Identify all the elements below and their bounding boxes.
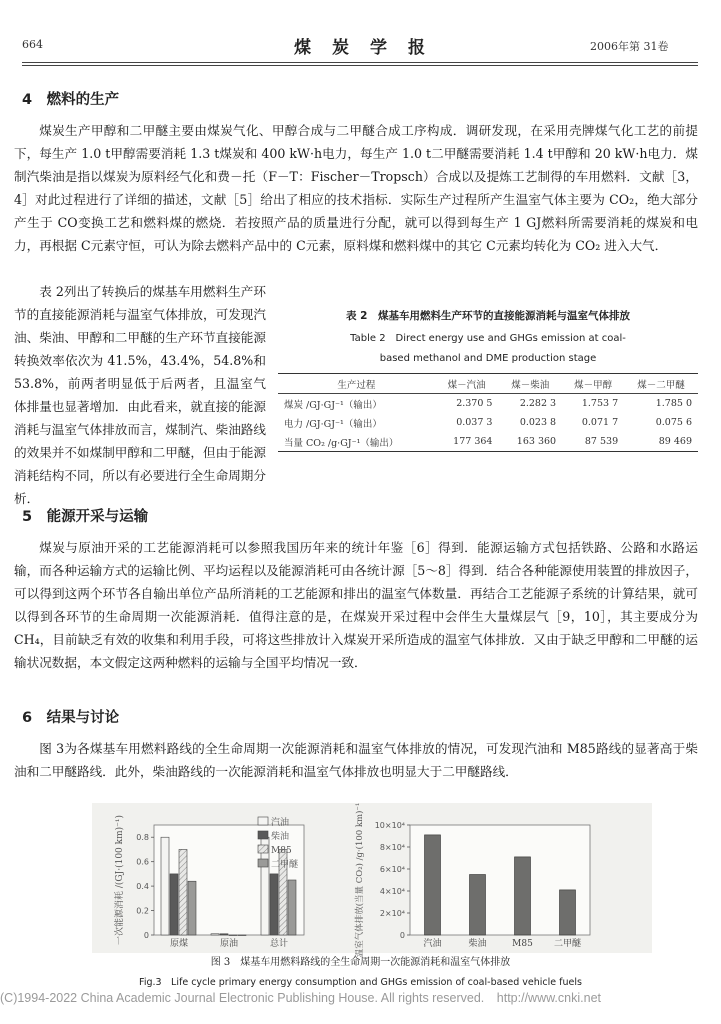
y-tick-label: 0 — [399, 931, 405, 940]
table-title-en-1: Table 2 Direct energy use and GHGs emission at coal- — [350, 333, 626, 344]
y-axis-label: 一次能源消耗 /(GJ·(100 km)⁻¹) — [115, 815, 125, 945]
legend-swatch — [258, 817, 268, 825]
x-tick-label: 原煤 — [169, 939, 189, 949]
x-tick-label: 二甲醚 — [553, 939, 582, 949]
col-header: 煤－甲醇 — [574, 379, 613, 391]
section-5-heading: 5 能源开采与运输 — [22, 509, 149, 525]
cell: 87 539 — [584, 436, 619, 447]
row-label: 当量 CO₂ /g·GJ⁻¹（输出） — [284, 437, 399, 449]
section-6-heading: 6 结果与讨论 — [22, 710, 120, 726]
cell: 0.071 7 — [581, 417, 619, 428]
copyright-watermark: (C)1994-2022 China Academic Journal Electronic Publishing House. All rights reserved. http://www.cnki.net — [0, 991, 601, 1005]
col-header: 煤－汽油 — [447, 379, 486, 391]
col-header: 煤－柴油 — [511, 379, 550, 391]
row-label: 电力 /GJ·GJ⁻¹（输出） — [284, 418, 382, 430]
col-header: 生产过程 — [337, 379, 376, 391]
paragraph-text: 煤炭与原油开采的工艺能源消耗可以参照我国历年来的统计年鉴［6］得到．能源运输方式包括铁路、公路和水路运输，而各种运输方式的运输比例、平均运程以及能源消耗可由各统计源［5～8］得到．结合各种能源使用装置的排放因子，可以得到这两个环节各自输出单位产品所消耗的工艺能源和排出的温室气体数量．再结合工艺能源子系统的计算结果，就可以得到各环节的生命周期一次能源消耗．值得注意的是，在煤炭开采过程中会伴生大量煤层气［9，10］，其主要成分为 CH₄，目前缺乏有效的收集和利用手段，可将这些排放计入煤炭开采所造成的温室气体排放．又由于缺乏甲醇和二甲醚的运输状况数据，本文假定这两种燃料的运输与全国平均情况一致． — [14, 540, 698, 670]
bar — [560, 890, 576, 935]
y-tick-label: 0.4 — [136, 882, 149, 892]
cell: 0.075 6 — [655, 417, 692, 428]
cell: 163 360 — [516, 436, 557, 447]
section-6-para — [14, 737, 698, 783]
x-tick-label: 原油 — [219, 939, 239, 949]
table-header-row — [278, 374, 698, 394]
bar — [188, 881, 196, 935]
bar — [220, 934, 228, 935]
cell: 177 364 — [453, 436, 493, 447]
bar — [270, 874, 278, 935]
paragraph-text: 表 2列出了转换后的煤基车用燃料生产环节的直接能源消耗与温室气体排放，可发现汽油、柴油、甲醇和二甲醚的生产环节直接能源转换效率依次为 41.5%，43.4%，54.8%和 53.8%，前两者明显低于后两者，且温室气体排量也显著增加．由此看来，就直接的能源消耗与温室气体排放而言，煤制汽、柴油路线的效果并不如煤制甲醇和二甲醚，但由于能源消耗结构不同，所以有必要进行全生命周期分析． — [14, 284, 266, 506]
paragraph-text: 煤炭生产甲醇和二甲醚主要由煤炭气化、甲醇合成与二甲醚合成工序构成．调研发现，在采用壳牌煤气化工艺的前提下，每生产 1.0 t甲醇需要消耗 1.3 t煤炭和 400 kW·h电力，每生产 1.0 t二甲醚需要消耗 1.4 t甲醇和 20 kW·h电力．煤制汽柴油是指以煤炭为原料经气化和费－托（F－T：Fischer－Tropsch）合成以及提炼工艺制得的车用燃料．文献［3，4］对此过程进行了详细的描述，文献［5］给出了相应的技术指标．实际生产过程所产生温室气体主要为 CO₂，绝大部分产生于 CO变换工艺和燃料煤的燃烧．若按照产品的质量进行分配，就可以得到每生产 1 GJ燃料所需要消耗的煤炭和电力，再根据 C元素守恒，可认为除去燃料产品中的 C元素，原料煤和燃料煤中的其它 C元素均转化为 CO₂ 进入大气． — [14, 123, 698, 253]
cell: 2.370 5 — [456, 398, 493, 409]
issue-info: 2006年第 31卷 — [590, 40, 669, 53]
bar — [179, 849, 187, 935]
figure-caption-cn: 图 3 煤基车用燃料路线的全生命周期一次能源消耗和温室气体排放 — [210, 957, 511, 968]
section-4-heading: 4 燃料的生产 — [22, 92, 120, 108]
bar — [229, 935, 237, 936]
y-axis-label: 温室气体排放(当量 CO₂) /g·(100 km)⁻¹ — [355, 802, 365, 958]
header-rule-2 — [22, 65, 698, 66]
header-rule — [22, 62, 698, 63]
data-table — [278, 373, 698, 452]
table-row — [278, 413, 698, 432]
y-tick-label: 4×10⁴ — [379, 887, 405, 896]
legend-swatch — [258, 845, 268, 853]
cell: 2.282 3 — [519, 398, 557, 409]
x-tick-label: M85 — [512, 939, 533, 949]
row-label: 煤炭 /GJ·GJ⁻¹（输出） — [284, 399, 382, 411]
x-tick-label: 总计 — [269, 939, 289, 949]
y-tick-label: 0.8 — [136, 833, 149, 843]
cell: 1.753 7 — [581, 398, 619, 409]
legend-label: 柴油 — [271, 832, 290, 842]
figure-caption-en: Fig.3 Life cycle primary energy consumption and GHGs emission of coal-based vehicle fuels — [139, 977, 582, 988]
table-title-cn: 表 2 煤基车用燃料生产环节的直接能源消耗与温室气体排放 — [346, 310, 630, 322]
figure-3-svg — [92, 802, 652, 958]
bar — [425, 835, 441, 935]
legend-swatch — [258, 831, 268, 839]
col-header: 煤－二甲醚 — [637, 379, 685, 391]
y-tick-label: 8×10⁴ — [379, 843, 405, 852]
bar — [470, 875, 486, 936]
cell: 0.023 8 — [519, 417, 557, 428]
section-4-para-1 — [14, 119, 698, 257]
legend-swatch — [258, 859, 268, 867]
table-row — [278, 394, 698, 414]
bar — [170, 874, 178, 935]
x-tick-label: 柴油 — [468, 939, 487, 949]
bar — [288, 880, 296, 935]
bar — [211, 934, 219, 935]
table-2 — [278, 308, 698, 452]
page-number: 664 — [22, 38, 43, 51]
x-tick-label: 汽油 — [423, 939, 442, 949]
cell: 89 469 — [658, 436, 692, 447]
cell: 1.785 0 — [655, 398, 692, 409]
section-5-para — [14, 536, 698, 674]
y-tick-label: 0.2 — [136, 906, 149, 916]
y-tick-label: 10×10⁴ — [374, 821, 405, 830]
section-4-para-2-cont — [14, 447, 698, 493]
paragraph-text: 图 3为各煤基车用燃料路线的全生命周期一次能源消耗和温室气体排放的情况，可发现汽油和 M85路线的显著高于柴油和二甲醚路线．此外，柴油路线的一次能源消耗和温室气体排放也明显大于二甲醚路线． — [14, 741, 698, 779]
y-tick-label: 2×10⁴ — [379, 909, 405, 918]
legend-label: M85 — [271, 846, 292, 856]
figure-3 — [92, 802, 652, 958]
y-tick-label: 0 — [143, 931, 149, 940]
legend-label: 二甲醚 — [271, 860, 299, 870]
y-tick-label: 6×10⁴ — [379, 865, 405, 874]
bar — [515, 857, 531, 935]
cell: 0.037 3 — [456, 417, 493, 428]
table-title-en-2: based methanol and DME production stage — [379, 353, 597, 364]
bar — [161, 837, 169, 935]
journal-title: 煤 炭 学 报 — [294, 38, 427, 58]
bar — [238, 935, 246, 936]
legend-label: 汽油 — [271, 818, 290, 828]
y-tick-label: 0.6 — [136, 857, 149, 867]
section-4-para-2 — [14, 280, 266, 506]
